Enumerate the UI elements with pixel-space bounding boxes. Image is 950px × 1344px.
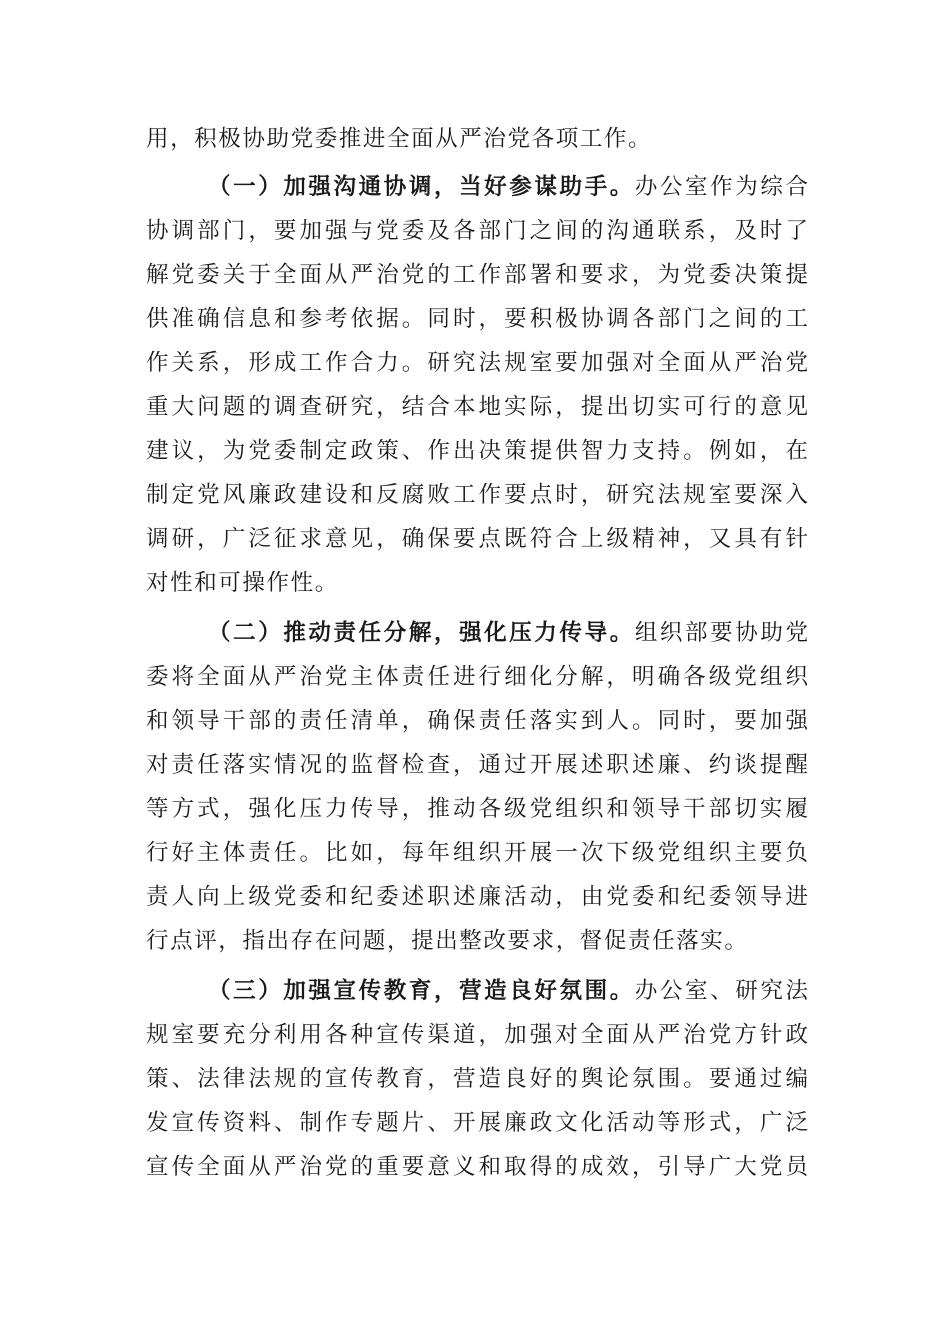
text-line: 责人向上级党委和纪委述职述廉活动，由党委和纪委领导进 [146,884,808,910]
heading-title: （一）加强沟通协调，当好参谋助手。 [208,174,635,200]
text-line: 发宣传资料、制作专题片、开展廉政文化活动等形式，广泛 [146,1110,808,1136]
text-line: 策、法律法规的宣传教育，营造良好的舆论氛围。要通过编 [146,1066,808,1092]
text-line: 宣传全面从严治党的重要意义和取得的成效，引导广大党员 [146,1154,808,1180]
text-line: 等方式，强化压力传导，推动各级党组织和领导干部切实履 [146,796,808,822]
text-line: 重大问题的调查研究，结合本地实际，提出切实可行的意见 [146,394,808,420]
text-line: 制定党风廉政建设和反腐败工作要点时，研究法规室要深入 [146,482,808,508]
heading-title: （三）加强宣传教育，营造良好氛围。 [208,978,635,1004]
section-heading-2 [208,611,808,655]
heading-title: （二）推动责任分解，强化压力传导。 [208,620,635,646]
heading-continuation: 组织部要协助党 [634,620,808,646]
text-line: 建议，为党委制定政策、作出决策提供智力支持。例如，在 [146,438,808,464]
text-line: 调研，广泛征求意见，确保要点既符合上级精神，又具有针 [146,526,808,552]
text-line: 作关系，形成工作合力。研究法规室要加强对全面从严治党 [146,350,808,376]
text-line: 解党委关于全面从严治党的工作部署和要求，为党委决策提 [146,262,808,288]
text-line: 委将全面从严治党主体责任进行细化分解，明确各级党组织 [146,664,808,690]
text-line: 协调部门，要加强与党委及各部门之间的沟通联系，及时了 [146,218,808,244]
text-line: 对性和可操作性。 [146,570,339,596]
text-line: 和领导干部的责任清单，确保责任落实到人。同时，要加强 [146,708,808,734]
text-line: 行点评，指出存在问题，提出整改要求，督促责任落实。 [146,928,749,954]
section-heading-1 [208,165,808,209]
text-line: 供准确信息和参考依据。同时，要积极协调各部门之间的工 [146,306,808,332]
text-line: 用，积极协助党委推进全面从严治党各项工作。 [146,126,653,152]
section-heading-3 [208,969,808,1013]
heading-continuation: 办公室作为综合 [634,174,808,200]
text-line: 对责任落实情况的监督检查，通过开展述职述廉、约谈提醒 [146,752,808,778]
text-line: 行好主体责任。比如，每年组织开展一次下级党组织主要负 [146,840,808,866]
heading-continuation: 办公室、研究法 [634,978,808,1004]
text-line: 规室要充分利用各种宣传渠道，加强对全面从严治党方针政 [146,1022,808,1048]
